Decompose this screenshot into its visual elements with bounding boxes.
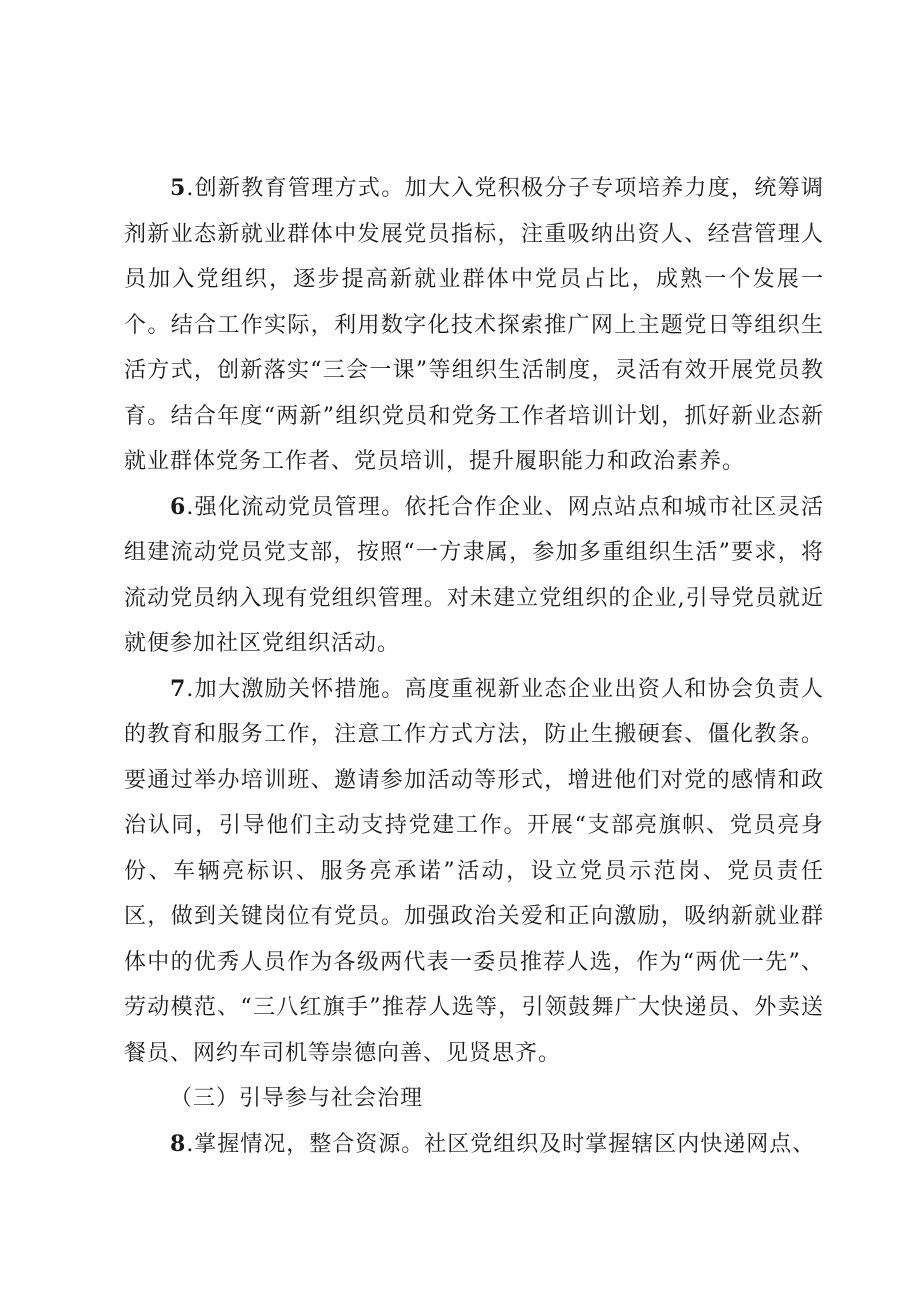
paragraph-text: .掌握情况，整合资源。社区党组织及时掌握辖区内快递网点、 — [186, 1131, 816, 1157]
paragraph-6 — [124, 485, 824, 667]
paragraph-5 — [124, 166, 824, 485]
paragraph-text: .创新教育管理方式。加大入党积极分子专项培养力度，统筹调剂新业态新就业群体中发展党员指标，注重吸纳出资人、经营管理人员加入党组织，逐步提高新就业群体中党员占比，成熟一个发展一个。结合工作实际，利用数字化技术探索推广网上主题党日等组织生活方式，创新落实“三会一课”等组织生活制度，灵活有效开展党员教育。结合年度“两新”组织党员和党务工作者培训计划，抓好新业态新就业群体党务工作者、党员培训，提升履职能力和政治素养。 — [124, 176, 824, 474]
paragraph-number: 8 — [170, 1130, 187, 1157]
paragraph-number: 6 — [170, 493, 187, 520]
paragraph-number: 7 — [170, 675, 187, 702]
paragraph-7 — [124, 667, 824, 1077]
document-body — [124, 166, 824, 1167]
paragraph-text: .加大激励关怀措施。高度重视新业态企业出资人和协会负责人的教育和服务工作，注意工作方式方法，防止生搬硬套、僵化教条。要通过举办培训班、邀请参加活动等形式，增进他们对党的感情和政治认同，引导他们主动支持党建工作。开展“支部亮旗帜、党员亮身份、车辆亮标识、服务亮承诺”活动，设立党员示范岗、党员责任区，做到关键岗位有党员。加强政治关爱和正向激励，吸纳新就业群体中的优秀人员作为各级两代表一委员推荐人选，作为“两优一先”、劳动模范、“三八红旗手”推荐人选等，引领鼓舞广大快递员、外卖送餐员、网约车司机等崇德向善、见贤思齐。 — [124, 676, 824, 1066]
section-heading: （三）引导参与社会治理 — [170, 1086, 424, 1111]
paragraph-8 — [124, 1122, 824, 1168]
paragraph-text: .强化流动党员管理。依托合作企业、网点站点和城市社区灵活组建流动党员党支部，按照“一方隶属，参加多重组织生活”要求，将流动党员纳入现有党组织管理。对未建立党组织的企业,引导党员就近就便参加社区党组织活动。 — [124, 494, 824, 656]
paragraph-number: 5 — [170, 175, 187, 201]
